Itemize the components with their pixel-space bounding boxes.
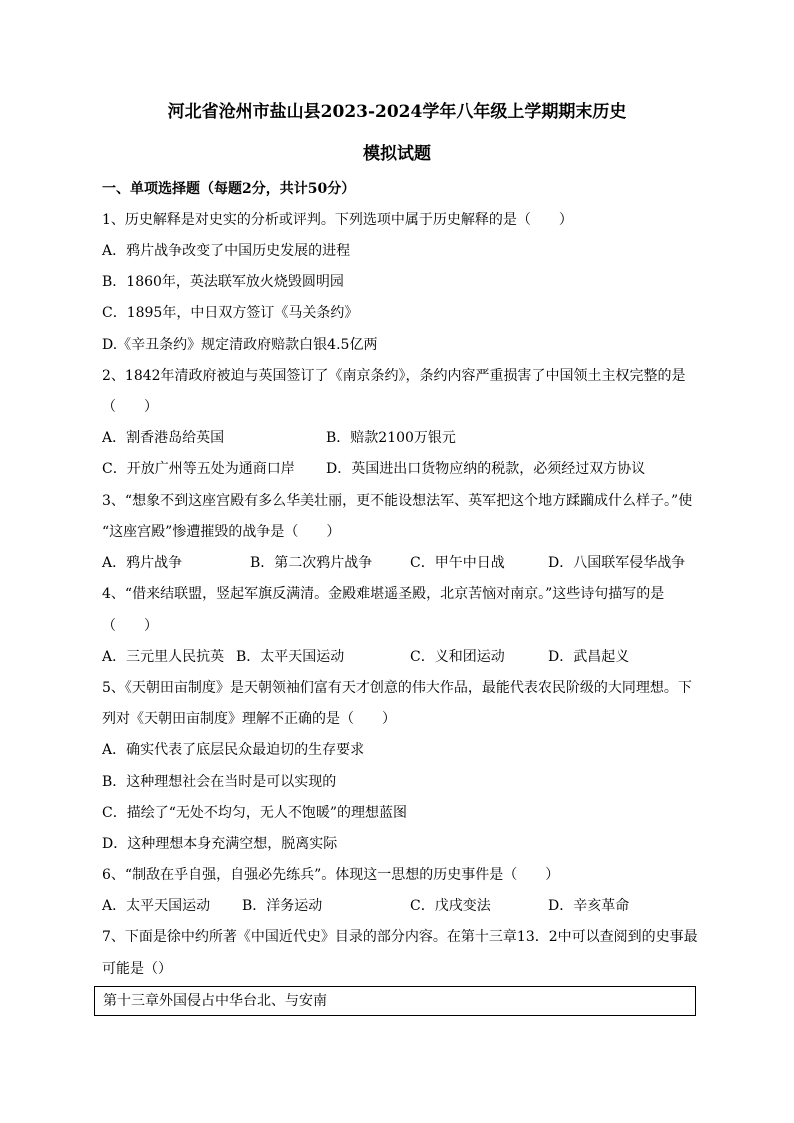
q4-option-a: A．三元里人民抗英 — [102, 649, 225, 665]
exam-title-line1: 河北省沧州市盐山县2023-2024学年八年级上学期期末历史 — [167, 102, 627, 122]
q6-option-b: B．洋务运动 — [242, 898, 323, 914]
q3-option-a: A．鸦片战争 — [102, 555, 183, 571]
q3-option-d: D．八国联军侵华战争 — [548, 555, 686, 571]
q2-option-a: A．割香港岛给英国 — [102, 430, 225, 446]
q5-option-a: A．确实代表了底层民众最迫切的生存要求 — [102, 742, 365, 758]
q3-option-c: C．甲午中日战 — [410, 555, 505, 571]
q1-stem: 1、历史解释是对史实的分析或评判。下列选项中属于历史解释的是（ ） — [102, 212, 573, 228]
q1-option-b: B．1860年，英法联军放火烧毁圆明园 — [102, 274, 344, 290]
section-heading: 一、单项选择题（每题2分，共计50分） — [102, 181, 356, 197]
q1-option-d: D.《辛丑条约》规定清政府赔款白银4.5亿两 — [102, 337, 378, 353]
q2-stem-line2: （ ） — [102, 399, 158, 415]
q5-option-b: B．这种理想社会在当时是可以实现的 — [102, 774, 337, 790]
q1-option-a: A．鸦片战争改变了中国历史发展的进程 — [102, 243, 351, 259]
q5-stem-line2: 列对《天朝田亩制度》理解不正确的是（ ） — [102, 711, 396, 727]
q6-stem: 6、“制敌在乎自强，自强必先练兵”。体现这一思想的历史事件是（ ） — [102, 867, 560, 883]
q6-option-d: D．辛亥革命 — [548, 898, 630, 914]
q5-option-c: C．描绘了“无处不均匀，无人不饱暖”的理想蓝图 — [102, 805, 408, 821]
q5-option-d: D．这种理想本身充满空想，脱离实际 — [102, 836, 338, 852]
q7-stem-line2: 可能是（） — [102, 961, 172, 977]
toc-row-chapter13: 第十三章外国侵占中华台北、与安南 — [103, 993, 327, 1009]
q2-option-c: C．开放广州等五处为通商口岸 — [102, 461, 295, 477]
q3-stem-line1: 3、“想象不到这座宫殿有多么华美壮丽，更不能设想法军、英军把这个地方蹂躏成什么样子。”使 — [102, 493, 693, 509]
q4-stem-line2: （ ） — [102, 618, 158, 634]
q4-option-d: D．武昌起义 — [548, 649, 630, 665]
q3-stem-line2: “这座宫殿”惨遭摧毁的战争是（ ） — [102, 524, 341, 540]
q6-option-c: C．戊戌变法 — [410, 898, 491, 914]
q2-stem-line1: 2、1842年清政府被迫与英国签订了《南京条约》，条约内容严重损害了中国领土主权完整的是 — [102, 368, 686, 384]
q1-option-c: C．1895年，中日双方签订《马关条约》 — [102, 305, 359, 321]
q4-option-b: B．太平天国运动 — [236, 649, 345, 665]
q6-option-a: A．太平天国运动 — [102, 898, 211, 914]
q7-stem-line1: 7、下面是徐中约所著《中国近代史》目录的部分内容。在第十三章13．2中可以查阅到的史事最 — [102, 929, 698, 945]
q4-stem-line1: 4、“借来结联盟，竖起军旗反满清。金殿难堪遥圣殿，北京苦恼对南京。”这些诗句描写的是 — [102, 586, 665, 602]
q3-option-b: B．第二次鸦片战争 — [250, 555, 373, 571]
toc-table — [94, 986, 696, 1016]
q2-option-b: B．赔款2100万银元 — [326, 430, 456, 446]
q5-stem-line1: 5、《天朝田亩制度》是天朝领袖们富有天才创意的伟大作品，最能代表农民阶级的大同理想。下 — [102, 680, 692, 696]
q4-option-c: C．义和团运动 — [410, 649, 505, 665]
q2-option-d: D．英国进出口货物应纳的税款，必须经过双方协议 — [326, 461, 646, 477]
exam-title-line2: 模拟试题 — [363, 144, 431, 164]
